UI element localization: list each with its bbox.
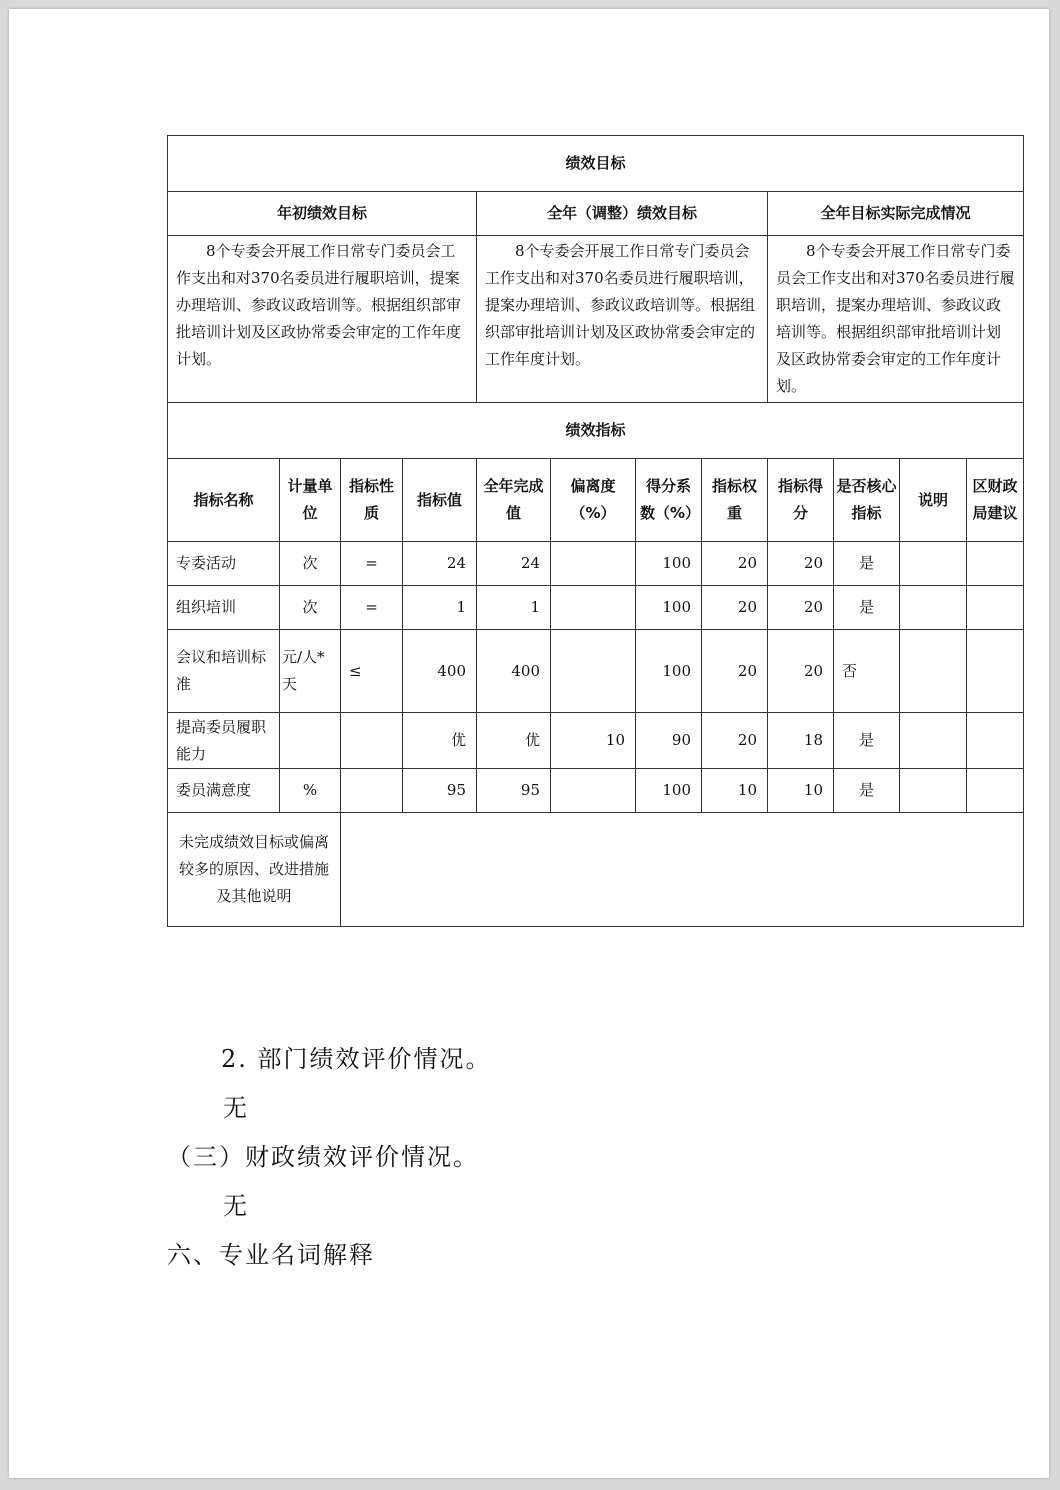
actual-completion-text: 8个专委会开展工作日常专门委员会工作支出和对370名委员进行履职培训，提案办理培训、参政议政培训等。根据组织部审批培训计划及区政协常委会审定的工作年度计划。	[768, 236, 1024, 403]
col-header-finance-advice: 区财政局建议	[967, 459, 1024, 542]
cell-deviation	[551, 630, 636, 713]
cell-name: 提高委员履职能力	[168, 713, 280, 769]
col-header-weight: 指标权重	[702, 459, 768, 542]
initial-goal-text: 8个专委会开展工作日常专门委员会工作支出和对370名委员进行履职培训，提案办理培训、参政议政培训等。根据组织部审批培训计划及区政协常委会审定的工作年度计划。	[168, 236, 477, 403]
cell-completed-value: 95	[477, 769, 551, 813]
cell-name: 专委活动	[168, 542, 280, 586]
cell-unit	[280, 713, 341, 769]
col-header-score-factor: 得分系数（%）	[636, 459, 702, 542]
cell-finance-advice	[967, 586, 1024, 630]
cell-finance-advice	[967, 542, 1024, 586]
cell-score-factor: 100	[636, 630, 702, 713]
goals-title: 绩效目标	[168, 136, 1024, 192]
cell-unit: 次	[280, 542, 341, 586]
cell-core: 是	[834, 769, 900, 813]
cell-note	[900, 630, 967, 713]
col-header-core: 是否核心指标	[834, 459, 900, 542]
actual-completion-header: 全年目标实际完成情况	[768, 192, 1024, 236]
table-row	[168, 713, 1024, 769]
cell-nature	[341, 713, 403, 769]
cell-note	[900, 713, 967, 769]
adjusted-goal-text: 8个专委会开展工作日常专门委员会工作支出和对370名委员进行履职培训，提案办理培训、参政议政培训等。根据组织部审批培训计划及区政协常委会审定的工作年度计划。	[477, 236, 768, 403]
cell-core: 是	[834, 542, 900, 586]
cell-nature: =	[341, 586, 403, 630]
cell-deviation	[551, 769, 636, 813]
cell-unit: 次	[280, 586, 341, 630]
initial-goal-header: 年初绩效目标	[168, 192, 477, 236]
cell-core: 是	[834, 586, 900, 630]
table-row	[168, 630, 1024, 713]
cell-name: 组织培训	[168, 586, 280, 630]
col-header-name: 指标名称	[168, 459, 280, 542]
cell-completed-value: 1	[477, 586, 551, 630]
section6-heading: 六、专业名词解释	[167, 1241, 375, 1269]
section2-text: 无	[223, 1094, 249, 1122]
cell-completed-value: 24	[477, 542, 551, 586]
cell-name: 会议和培训标准	[168, 630, 280, 713]
cell-score-factor: 100	[636, 769, 702, 813]
col-header-nature: 指标性质	[341, 459, 403, 542]
cell-note	[900, 586, 967, 630]
cell-target-value: 1	[403, 586, 477, 630]
cell-score-factor: 90	[636, 713, 702, 769]
section3-text: 无	[223, 1192, 249, 1220]
cell-weight: 20	[702, 713, 768, 769]
cell-target-value: 400	[403, 630, 477, 713]
table-row	[168, 769, 1024, 813]
indicators-title: 绩效指标	[168, 403, 1024, 459]
cell-weight: 20	[702, 630, 768, 713]
table-row	[168, 586, 1024, 630]
cell-weight: 20	[702, 542, 768, 586]
document-page	[9, 9, 1049, 1478]
cell-weight: 10	[702, 769, 768, 813]
cell-weight: 20	[702, 586, 768, 630]
section2-heading: 2. 部门绩效评价情况。	[221, 1045, 492, 1073]
cell-score: 10	[768, 769, 834, 813]
cell-score: 20	[768, 542, 834, 586]
cell-nature: =	[341, 542, 403, 586]
cell-deviation	[551, 586, 636, 630]
cell-completed-value: 优	[477, 713, 551, 769]
performance-table	[167, 135, 1024, 927]
cell-completed-value: 400	[477, 630, 551, 713]
cell-finance-advice	[967, 769, 1024, 813]
adjusted-goal-header: 全年（调整）绩效目标	[477, 192, 768, 236]
cell-nature	[341, 769, 403, 813]
cell-core: 是	[834, 713, 900, 769]
col-header-unit: 计量单位	[280, 459, 341, 542]
cell-target-value: 24	[403, 542, 477, 586]
cell-score-factor: 100	[636, 542, 702, 586]
cell-score: 20	[768, 586, 834, 630]
col-header-note: 说明	[900, 459, 967, 542]
col-header-target-value: 指标值	[403, 459, 477, 542]
cell-score: 18	[768, 713, 834, 769]
cell-finance-advice	[967, 713, 1024, 769]
col-header-completed-value: 全年完成值	[477, 459, 551, 542]
cell-unit: 元/人*天	[280, 630, 341, 713]
cell-target-value: 优	[403, 713, 477, 769]
cell-finance-advice	[967, 630, 1024, 713]
cell-core: 否	[834, 630, 900, 713]
col-header-deviation: 偏离度（%）	[551, 459, 636, 542]
col-header-score: 指标得分	[768, 459, 834, 542]
table-row	[168, 542, 1024, 586]
cell-score: 20	[768, 630, 834, 713]
cell-score-factor: 100	[636, 586, 702, 630]
cell-nature: ≤	[341, 630, 403, 713]
cell-unit: %	[280, 769, 341, 813]
cell-target-value: 95	[403, 769, 477, 813]
remark-value	[341, 813, 1024, 927]
section3-heading: （三）财政绩效评价情况。	[167, 1143, 479, 1171]
cell-deviation	[551, 542, 636, 586]
cell-deviation: 10	[551, 713, 636, 769]
cell-note	[900, 542, 967, 586]
cell-note	[900, 769, 967, 813]
remark-label: 未完成绩效目标或偏离较多的原因、改进措施及其他说明	[168, 813, 341, 927]
cell-name: 委员满意度	[168, 769, 280, 813]
